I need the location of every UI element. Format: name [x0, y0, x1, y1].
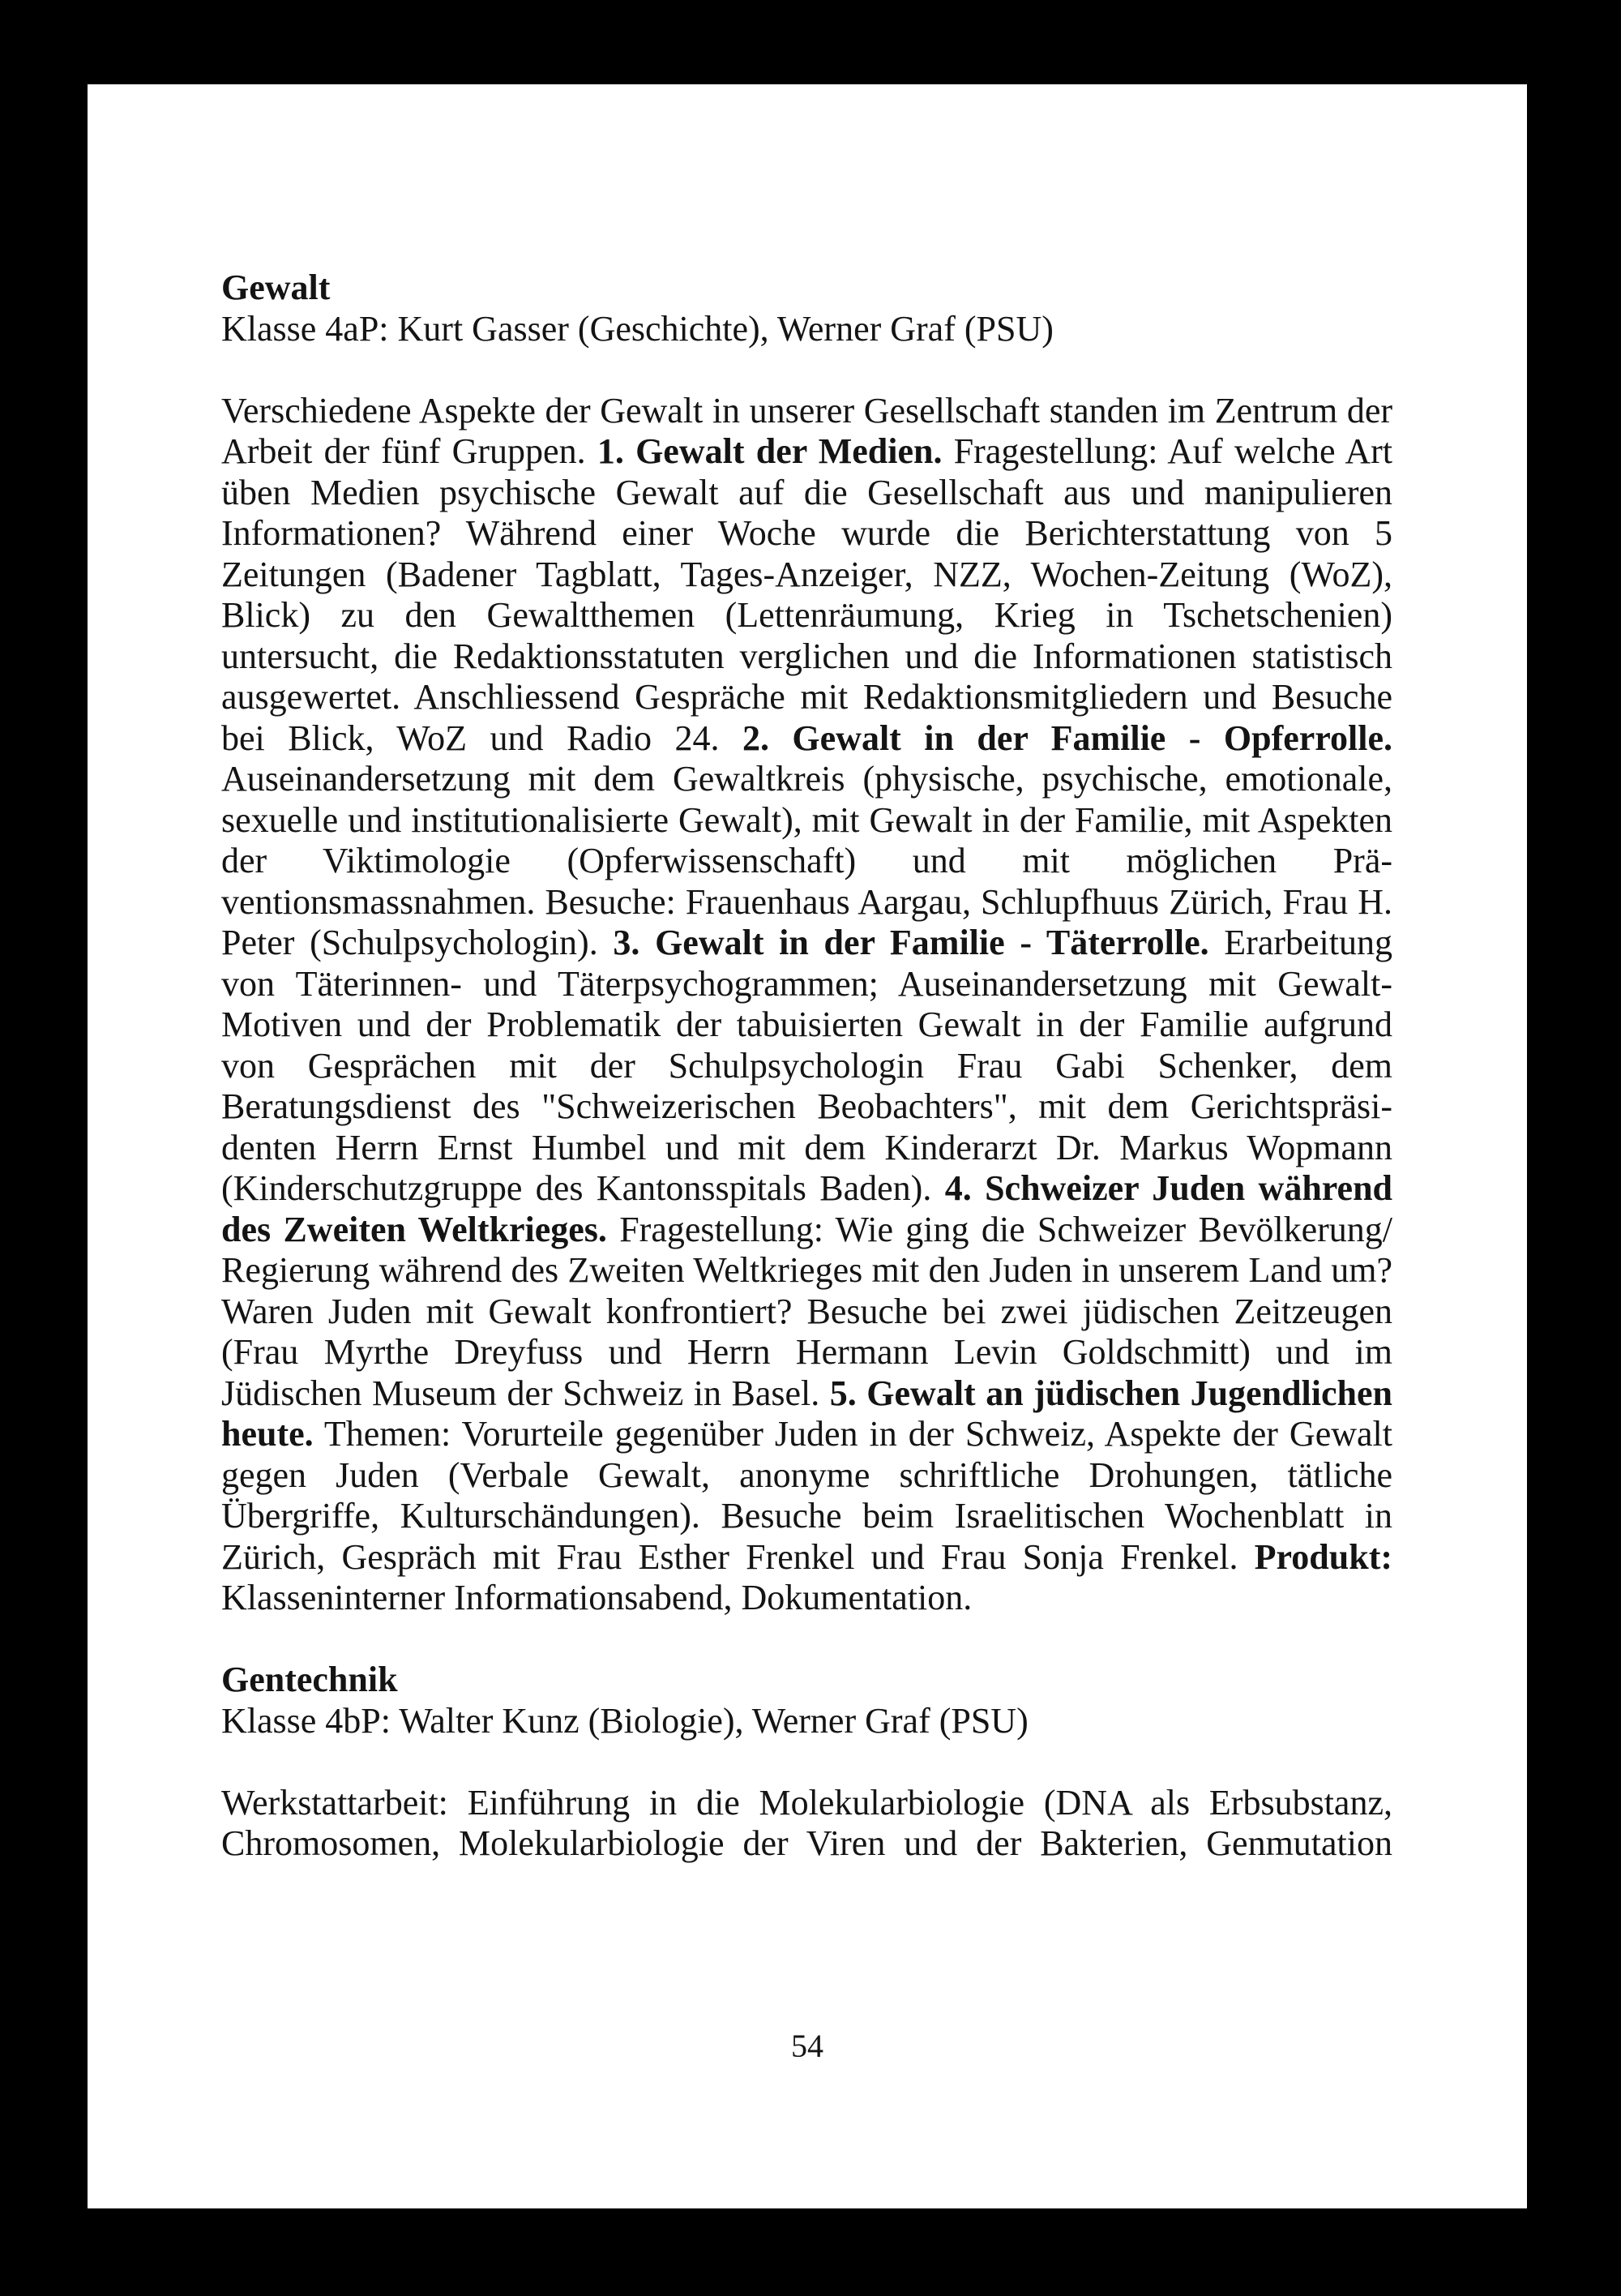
text-run: Auseinandersetzung mit dem Gewaltkreis (physische, psychische, emotionale, sexuelle und institutionalisierte Gewalt), mit Gewalt in der Familie, mit Aspekten der Viktimologie (Opferwissenschaft) und mit möglichen Präventionsmassnahmen. Besuche: Frauenhaus Aargau, Schlupfhuus Zürich, Frau H. Peter (Schulpsychologin). — [221, 759, 1392, 962]
bold-run: 4. Schweizer Juden während des Zweiten Weltkrieges. — [221, 1168, 1393, 1249]
bold-run: Produkt: — [1254, 1536, 1392, 1577]
text-run: Verschiedene Aspekte der Gewalt in unserer Gesellschaft standen im Zentrum der Arbeit der fünf Gruppen. — [221, 390, 1392, 471]
section-gewalt — [221, 268, 1392, 1619]
section-body — [221, 1783, 1392, 1865]
page-content — [221, 268, 1392, 1865]
bold-run: 3. Gewalt in der Familie - Täterrolle. — [613, 923, 1209, 962]
section-gap — [221, 1619, 1392, 1660]
bold-run: 1. Gewalt der Medien. — [597, 431, 943, 471]
section-title: Gentechnik — [221, 1660, 398, 1699]
bold-run: 5. Gewalt an jüdischen Jugendlichen heute. — [221, 1373, 1393, 1454]
text-run: Werkstattarbeit: Einführung in die Molekularbiologie (DNA als Erbsubstanz, Chromosomen, Molekularbiologie der Viren und der Bakterien, Genmutation — [221, 1782, 1392, 1863]
paragraph-gap — [221, 349, 1392, 391]
section-title: Gewalt — [221, 268, 331, 307]
section-subtitle: Klasse 4bP: Walter Kunz (Biologie), Werner Graf (PSU) — [221, 1700, 1029, 1741]
section-body — [221, 391, 1392, 1619]
document-page — [88, 84, 1527, 2208]
page-number: 54 — [791, 2028, 823, 2064]
section-gentechnik — [221, 1660, 1392, 1865]
text-run: Themen: Vorurteile gegenüber Juden in der Schweiz, Aspekte der Gewalt gegen Juden (Verbale Gewalt, anonyme schriftliche Drohungen, tätliche Übergriffe, Kulturschändungen). Besuche beim Israelitischen Wochenblatt in Zürich, Gespräch mit Frau Esther Frenkel und Frau Sonja Frenkel. — [221, 1414, 1392, 1577]
text-run: Fragestellung: Wie ging die Schweizer Bevölkerung/ Regierung während des Zweiten Weltkrieges mit den Juden in unserem Land um? Waren Juden mit Gewalt konfrontiert? Besuche bei zwei jüdischen Zeitzeugen (Frau Myrthe Dreyfuss und Herrn Hermann Levin Goldschmitt) und im Jüdischen Museum der Schweiz in Basel. — [221, 1209, 1392, 1413]
text-run: Fragestellung: Auf welche Art üben Medien psychische Gewalt auf die Gesellschaft aus und manipulieren Informationen? Während einer Woche wurde die Berichterstattung von 5 Zeitungen (Badener Tagblatt, Tages-Anzeiger, NZZ, Wochen-Zeitung (WoZ), Blick) zu den Gewaltthemen (Lettenräumung, Krieg in Tschetschenien) untersucht, die Redaktionsstatuten verglichen und die Informationen statistisch ausgewertet. Anschliessend Gespräche mit Redaktionsmitgliedern und Besuche bei Blick, WoZ und Radio 24. — [221, 431, 1392, 758]
section-subtitle: Klasse 4aP: Kurt Gasser (Geschichte), Werner Graf (PSU) — [221, 308, 1054, 349]
bold-run: 2. Gewalt in der Familie - Opferrolle. — [742, 718, 1392, 758]
paragraph-gap — [221, 1741, 1392, 1783]
text-run: Erarbeitung von Täterinnen- und Täterpsychogrammen; Auseinandersetzung mit Gewalt-Motiven und der Problematik der tabuisierten Gewalt in der Familie aufgrund von Gesprächen mit der Schulpsychologin Frau Gabi Schenker, dem Beratungsdienst des "Schweizerischen Beobachters", mit dem Gerichtspräsidenten Herrn Ernst Humbel und mit dem Kinderarzt Dr. Markus Wopmann (Kinderschutzgruppe des Kantonsspitals Baden). — [221, 923, 1392, 1208]
text-run: Klasseninterner Informationsabend, Dokumentation. — [221, 1578, 973, 1617]
